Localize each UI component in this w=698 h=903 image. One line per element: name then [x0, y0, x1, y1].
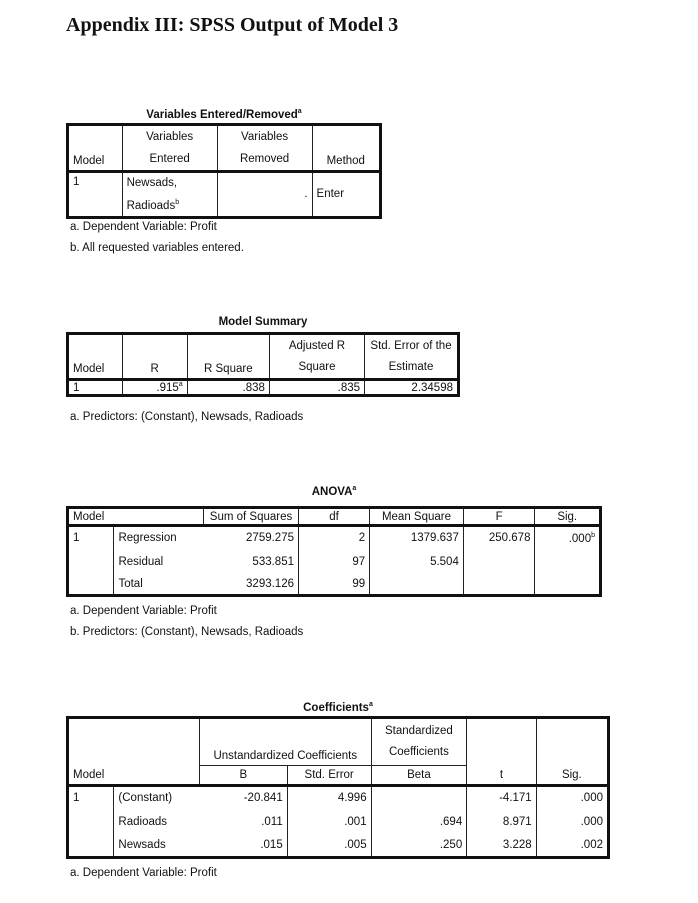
header-adjusted-r-square: Adjusted R Square — [269, 334, 364, 380]
model-number: 1 — [68, 526, 114, 596]
sig-constant: .000 — [536, 786, 608, 810]
header-unstandardized: Unstandardized Coefficients — [199, 718, 371, 766]
row-label-radioads: Radioads — [118, 815, 168, 828]
b-constant: -20.841 — [199, 786, 287, 810]
header-model: Model — [68, 718, 200, 786]
se-constant: 4.996 — [287, 786, 371, 810]
header-b: B — [199, 766, 287, 786]
footnote-a: a. Dependent Variable: Profit — [70, 867, 217, 879]
row-label-constant: (Constant) — [114, 786, 200, 810]
variables-removed-value: . — [217, 172, 312, 218]
sig-regression: .000$^b$ — [535, 526, 601, 550]
std-error-value: 2.34598 — [365, 380, 459, 396]
header-method: Method — [312, 125, 380, 172]
header-std-error: Std. Error of the Estimate — [365, 334, 459, 380]
header-t: t — [467, 718, 536, 786]
b-radioads: .011 — [199, 810, 287, 834]
coefficients-table — [66, 716, 610, 859]
r-square-value: .838 — [187, 380, 269, 396]
ss-regression: 2759.275 — [204, 526, 299, 550]
header-r: R — [122, 334, 187, 380]
header-model: Model — [68, 508, 204, 526]
model-summary-caption: Model Summary — [218, 316, 308, 328]
df-total: 99 — [299, 574, 370, 596]
header-model: Model — [68, 125, 123, 172]
row-label-residual: Residual — [118, 555, 164, 568]
footnote-a: a. Predictors: (Constant), Newsads, Radioads — [70, 411, 304, 423]
df-residual: 97 — [299, 550, 370, 574]
sig-residual — [535, 550, 601, 574]
se-radioads: .001 — [287, 810, 371, 834]
footnote-b: b. Predictors: (Constant), Newsads, Radioads — [70, 626, 304, 638]
header-variables-removed: Variables Removed — [217, 125, 312, 172]
header-sum-of-squares: Sum of Squares — [204, 508, 299, 526]
footnote-a: a. Dependent Variable: Profit — [70, 605, 217, 617]
f-total — [463, 574, 535, 596]
f-regression: 250.678 — [463, 526, 535, 550]
page-title: Appendix III: SPSS Output of Model 3 — [66, 14, 399, 36]
header-standardized: Standardized Coefficients — [371, 718, 467, 766]
header-variables-entered: Variables Entered — [122, 125, 217, 172]
variables-entered-value: Newsads, Radioads$^b$ — [122, 172, 217, 218]
ms-total — [370, 574, 464, 596]
model-number: 1 — [68, 172, 123, 218]
row-label-regression: Regression — [114, 526, 204, 550]
sig-total — [535, 574, 601, 596]
header-sig: Sig. — [535, 508, 601, 526]
variables-entered-caption: Variables Entered/Removed$^a$ — [146, 108, 302, 121]
b-newsads: .015 — [199, 834, 287, 858]
header-df: df — [299, 508, 370, 526]
ms-regression: 1379.637 — [370, 526, 464, 550]
variables-entered-table — [66, 123, 382, 219]
row-label-total: Total — [114, 574, 204, 596]
t-constant: -4.171 — [467, 786, 536, 810]
f-residual — [463, 550, 535, 574]
ms-residual: 5.504 — [370, 550, 464, 574]
footnote-b: b. All requested variables entered. — [70, 242, 244, 254]
adjusted-r-square-value: .835 — [269, 380, 364, 396]
method-value: Enter — [312, 172, 380, 218]
anova-caption: ANOVA$^a$ — [311, 485, 357, 498]
header-r-square: R Square — [187, 334, 269, 380]
header-mean-square: Mean Square — [370, 508, 464, 526]
model-number: 1 — [68, 786, 114, 858]
r-value: .915$^a$ — [122, 380, 187, 396]
ss-residual: 533.851 — [204, 550, 299, 574]
header-model: Model — [68, 334, 123, 380]
t-radioads: 8.971 — [467, 810, 536, 834]
coefficients-caption: Coefficients$^a$ — [303, 701, 373, 714]
ss-total: 3293.126 — [204, 574, 299, 596]
anova-table — [66, 506, 602, 597]
header-f: F — [463, 508, 535, 526]
beta-radioads: .694 — [371, 810, 467, 834]
footnote-a: a. Dependent Variable: Profit — [70, 221, 217, 233]
row-label-newsads: Newsads — [114, 834, 200, 858]
header-beta: Beta — [371, 766, 467, 786]
model-summary-table — [66, 332, 460, 397]
t-newsads: 3.228 — [467, 834, 536, 858]
model-number: 1 — [68, 380, 123, 396]
header-std-error: Std. Error — [287, 766, 371, 786]
beta-newsads: .250 — [371, 834, 467, 858]
beta-constant — [371, 786, 467, 810]
df-regression: 2 — [299, 526, 370, 550]
se-newsads: .005 — [287, 834, 371, 858]
sig-newsads: .002 — [536, 834, 608, 858]
sig-radioads: .000 — [536, 810, 608, 834]
header-sig: Sig. — [536, 718, 608, 786]
